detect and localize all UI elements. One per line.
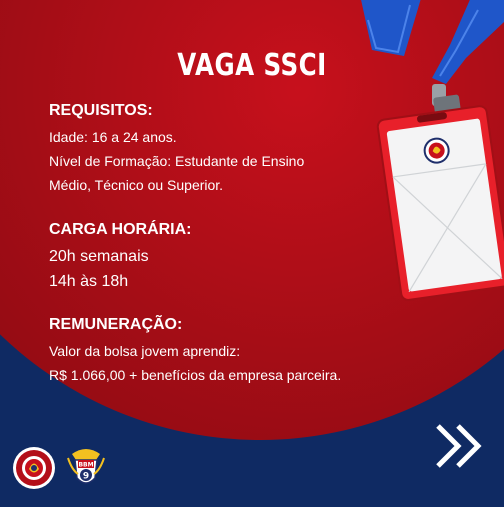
double-chevron-right-icon[interactable]	[434, 424, 490, 468]
compensation-label: Valor da bolsa jovem aprendiz:	[49, 343, 241, 359]
page-title: VAGA SSCI	[177, 48, 327, 83]
workload-heading: CARGA HORÁRIA:	[49, 221, 192, 238]
workload-hours: 14h às 18h	[49, 273, 129, 290]
requirement-education-line-2: Médio, Técnico ou Superior.	[49, 177, 224, 193]
requirements-section	[49, 102, 304, 197]
requirement-age: Idade: 16 a 24 anos.	[49, 129, 177, 145]
compensation-section	[49, 316, 341, 387]
workload-section	[49, 221, 192, 294]
compensation-heading: REMUNERAÇÃO:	[49, 316, 183, 333]
fire-department-seal-logo	[12, 446, 56, 490]
requirements-heading: REQUISITOS:	[49, 102, 153, 119]
battalion-shield-logo	[66, 444, 106, 490]
battalion-number: 9	[82, 471, 90, 482]
workload-weekly: 20h semanais	[49, 248, 149, 265]
battalion-badge-text: BBM	[78, 461, 94, 469]
requirement-education-line-1: Nível de Formação: Estudante de Ensino	[49, 153, 305, 169]
compensation-value: R$ 1.066,00 + benefícios da empresa parceira.	[49, 367, 342, 383]
